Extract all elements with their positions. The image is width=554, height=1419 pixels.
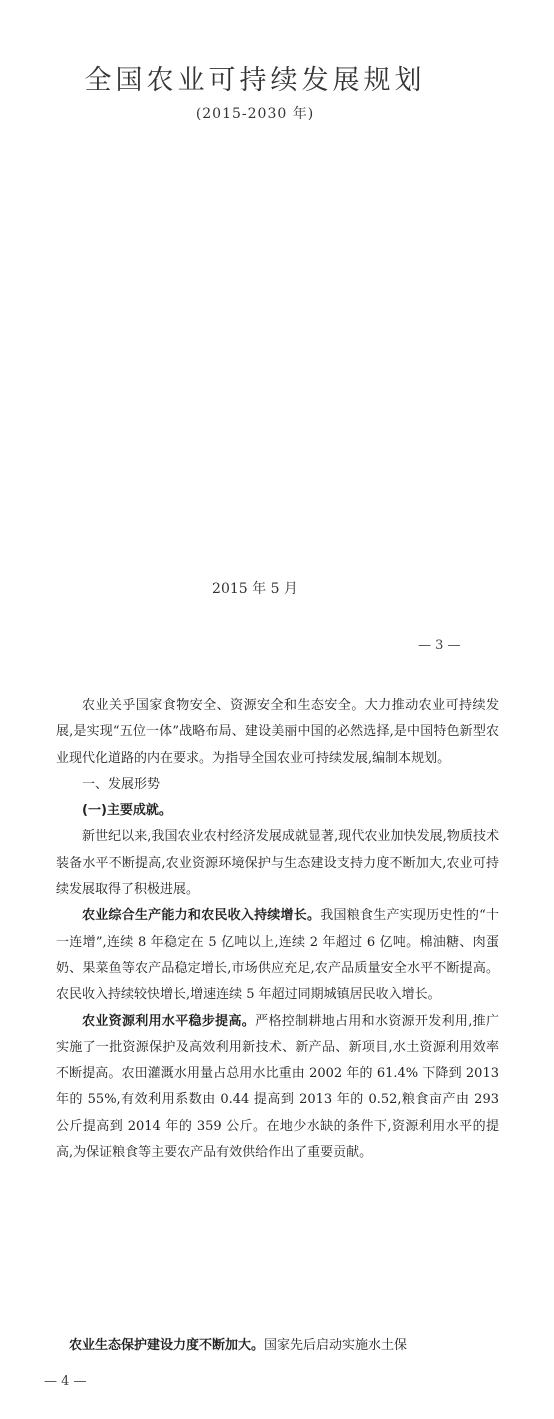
paragraph-resources (56, 1009, 499, 1167)
page-number-bottom: — 4 — (44, 1374, 87, 1389)
paragraph-production-body: 我国粮食生产实现历史性的“十一连增”,连续 8 年稳定在 5 亿吨以上,连续 2 年超过 6 亿吨。棉油糖、肉蛋奶、果菜鱼等农产品稳定增长,市场供应充足,农产品质量安全水平不断提高。农民收入持续较快增长,增速连续 5 年超过同期城镇居民收入增长。 (56, 908, 499, 1003)
paragraph-production-lead: 农业综合生产能力和农民收入持续增长。 (82, 908, 321, 924)
paragraph-achievements: 新世纪以来,我国农业农村经济发展成就显著,现代农业加快发展,物质技术装备水平不断提高,农业资源环境保护与生态建设支持力度不断加大,农业可持续发展取得了积极进展。 (56, 829, 499, 898)
page-number-top: — 3 — (418, 638, 461, 653)
intro-paragraph: 农业关乎国家食物安全、资源安全和生态安全。大力推动农业可持续发展,是实现“五位一体”战略布局、建设美丽中国的必然选择,是中国特色新型农业现代化道路的内在要求。为指导全国农业可持续发展,编制本规划。 (56, 698, 499, 766)
paragraph-production (56, 903, 499, 1008)
document-subtitle: (2015-2030 年) (195, 106, 315, 122)
section-heading: 一、发展形势 (82, 776, 161, 792)
subsection-heading-text: (一)主要成就。 (82, 803, 172, 819)
paragraph-resources-body: 严格控制耕地占用和水资源开发利用,推广实施了一批资源保护及高效利用新技术、新产品、新项目,水土资源利用效率不断提高。农田灌溉水用量占总用水比重由 2002 年的 61.4% 下降到 2013 年的 55%,有效利用系数由 0.44 提高到 2013 年的 0.52,粮食亩产由 293 公斤提高到 2014 年的 359 公斤。在地少水缺的条件下,资源利用水平的提高,为保证粮食等主要农产品有效供给作出了重要贡献。 (56, 1013, 499, 1161)
document-date: 2015 年 5 月 (212, 581, 298, 597)
main-text (56, 693, 499, 1166)
paragraph-ecology (56, 1335, 499, 1357)
paragraph-resources-lead: 农业资源利用水平稳步提高。 (82, 1013, 256, 1029)
document-title: 全国农业可持续发展规划 (84, 65, 426, 96)
subsection-heading (56, 798, 499, 824)
paragraph-ecology-body: 国家先后启动实施水土保 (264, 1338, 408, 1353)
paragraph-ecology-lead: 农业生态保护建设力度不断加大。 (69, 1338, 265, 1353)
